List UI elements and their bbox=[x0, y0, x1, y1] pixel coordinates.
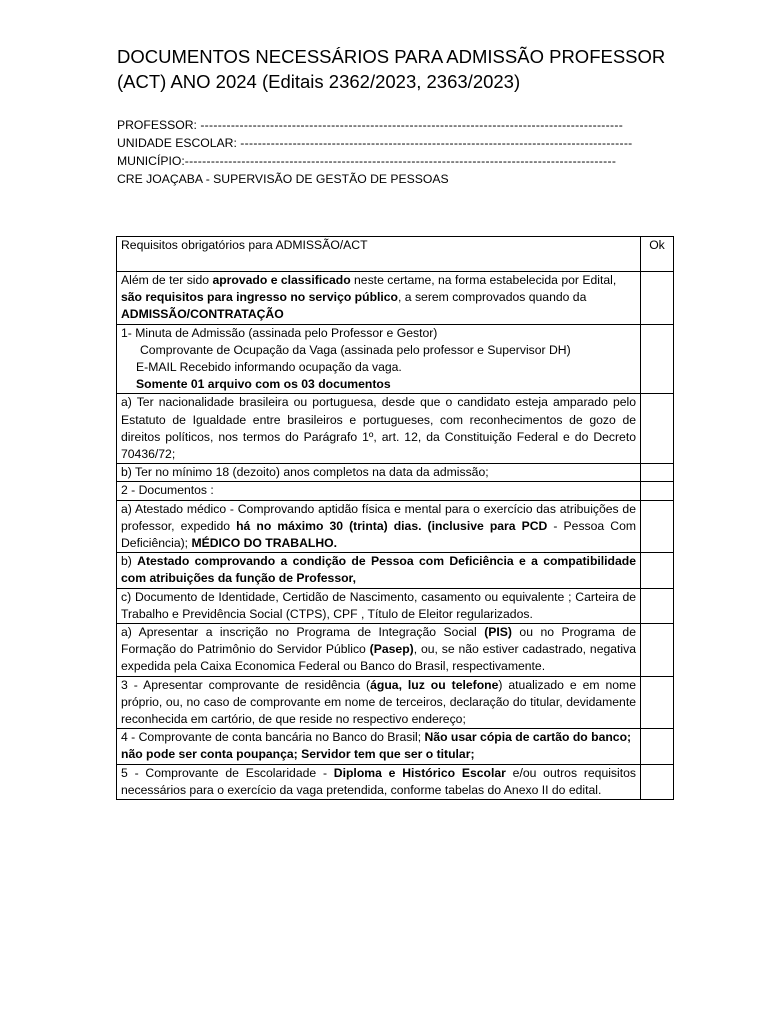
ok-checkbox-cell[interactable] bbox=[641, 764, 674, 799]
escolaridade-cell: 5 - Comprovante de Escolaridade - Diploma e Histórico Escolar e/ou outros requisitos necessários para o exercício da vaga pretendida, conforme tabelas do Anexo II do edital. bbox=[117, 764, 641, 799]
info-block bbox=[117, 116, 677, 188]
ok-checkbox-cell[interactable] bbox=[641, 394, 674, 464]
ok-checkbox-cell[interactable] bbox=[641, 324, 674, 394]
cre-line: CRE JOAÇABA - SUPERVISÃO DE GESTÃO DE PESSOAS bbox=[117, 172, 449, 186]
header-cell: Requisitos obrigatórios para ADMISSÃO/ACT bbox=[117, 237, 641, 272]
title-line-2: (ACT) ANO 2024 (Editais 2362/2023, 2363/2023) bbox=[117, 71, 521, 92]
requirements-table bbox=[116, 236, 674, 800]
table-row bbox=[117, 729, 674, 764]
idade-cell: b) Ter no mínimo 18 (dezoito) anos completos na data da admissão; bbox=[117, 464, 641, 482]
table-row bbox=[117, 464, 674, 482]
unidade-line bbox=[117, 134, 677, 152]
ok-checkbox-cell[interactable] bbox=[641, 624, 674, 677]
pis-cell: a) Apresentar a inscrição no Programa de Integração Social (PIS) ou no Programa de Formação do Patrimônio do Servidor Público (Pasep), ou, se não estiver cadastrado, negativa expedida pela Caixa Economica Federal ou Banco do Brasil, respectivamente. bbox=[117, 624, 641, 677]
ok-checkbox-cell[interactable] bbox=[641, 588, 674, 623]
table-row bbox=[117, 764, 674, 799]
atestado-cell: a) Atestado médico - Comprovando aptidão física e mental para o exercício das atribuições de professor, expedido há no máximo 30 (trinta) dias. (inclusive para PCD - Pessoa Com Deficiência); MÉDICO DO TRABALHO. bbox=[117, 500, 641, 553]
ok-checkbox-cell[interactable] bbox=[641, 500, 674, 553]
ok-checkbox-cell[interactable] bbox=[641, 482, 674, 500]
identidade-cell: c) Documento de Identidade, Certidão de Nascimento, casamento ou equivalente ; Carteira de Trabalho e Previdência Social (CTPS), CPF , Título de Eleitor regularizados. bbox=[117, 588, 641, 623]
professor-dashes: ------------------------------------------------------------------------------------------------- bbox=[200, 118, 624, 132]
nacionalidade-cell: a) Ter nacionalidade brasileira ou portuguesa, desde que o candidato esteja amparado pelo Estatuto de Igualdade entre brasileiros e portugueses, com reconhecimentos de gozo de direitos políticos, nos termos do Parágrafo 1º, art. 12, da Constituição Federal e do Decreto 70436/72; bbox=[117, 394, 641, 464]
municipio-dashes: --------------------------------------------------------------------------------------------------- bbox=[184, 154, 617, 168]
professor-line bbox=[117, 116, 677, 134]
documentos-cell: 2 - Documentos : bbox=[117, 482, 641, 500]
ok-checkbox-cell[interactable] bbox=[641, 676, 674, 729]
unidade-label: UNIDADE ESCOLAR: bbox=[117, 136, 237, 150]
professor-label: PROFESSOR: bbox=[117, 118, 197, 132]
document-title bbox=[117, 44, 737, 94]
conta-cell: 4 - Comprovante de conta bancária no Banco do Brasil; Não usar cópia de cartão do banco; não pode ser conta poupança; Servidor tem que ser o titular; bbox=[117, 729, 641, 764]
municipio-label: MUNICÍPIO: bbox=[117, 154, 185, 168]
ok-header: Ok bbox=[641, 237, 674, 272]
table-row bbox=[117, 394, 674, 464]
pcd-cell: b) Atestado comprovando a condição de Pessoa com Deficiência e a compatibilidade com atribuições da função de Professor, bbox=[117, 553, 641, 588]
table-row bbox=[117, 588, 674, 623]
ok-checkbox-cell[interactable] bbox=[641, 272, 674, 325]
intro-cell: Além de ter sido aprovado e classificado neste certame, na forma estabelecida por Edital, são requisitos para ingresso no serviço público, a serem comprovados quando da ADMISSÃO/CONTRATAÇÃO bbox=[117, 272, 641, 325]
title-line-1: DOCUMENTOS NECESSÁRIOS PARA ADMISSÃO PROFESSOR bbox=[117, 46, 666, 67]
residencia-cell: 3 - Apresentar comprovante de residência (água, luz ou telefone) atualizado e em nome próprio, ou, no caso de comprovante em nome de terceiros, declaração do titular, devidamente reconhecida em cartório, de que reside no respectivo endereço; bbox=[117, 676, 641, 729]
table-row bbox=[117, 272, 674, 325]
table-row bbox=[117, 553, 674, 588]
table-row bbox=[117, 324, 674, 394]
ok-checkbox-cell[interactable] bbox=[641, 553, 674, 588]
ok-checkbox-cell[interactable] bbox=[641, 729, 674, 764]
table-header-row bbox=[117, 237, 674, 272]
table-row bbox=[117, 624, 674, 677]
unidade-dashes: ------------------------------------------------------------------------------------------ bbox=[240, 136, 633, 150]
municipio-line bbox=[117, 152, 677, 170]
table-row bbox=[117, 676, 674, 729]
minuta-cell: 1- Minuta de Admissão (assinada pelo Professor e Gestor) Comprovante de Ocupação da Vaga (assinada pelo professor e Supervisor DH) E-MAIL Recebido informando ocupação da vaga. Somente 01 arquivo com os 03 documentos bbox=[117, 324, 641, 394]
table-row bbox=[117, 482, 674, 500]
table-row bbox=[117, 500, 674, 553]
ok-checkbox-cell[interactable] bbox=[641, 464, 674, 482]
